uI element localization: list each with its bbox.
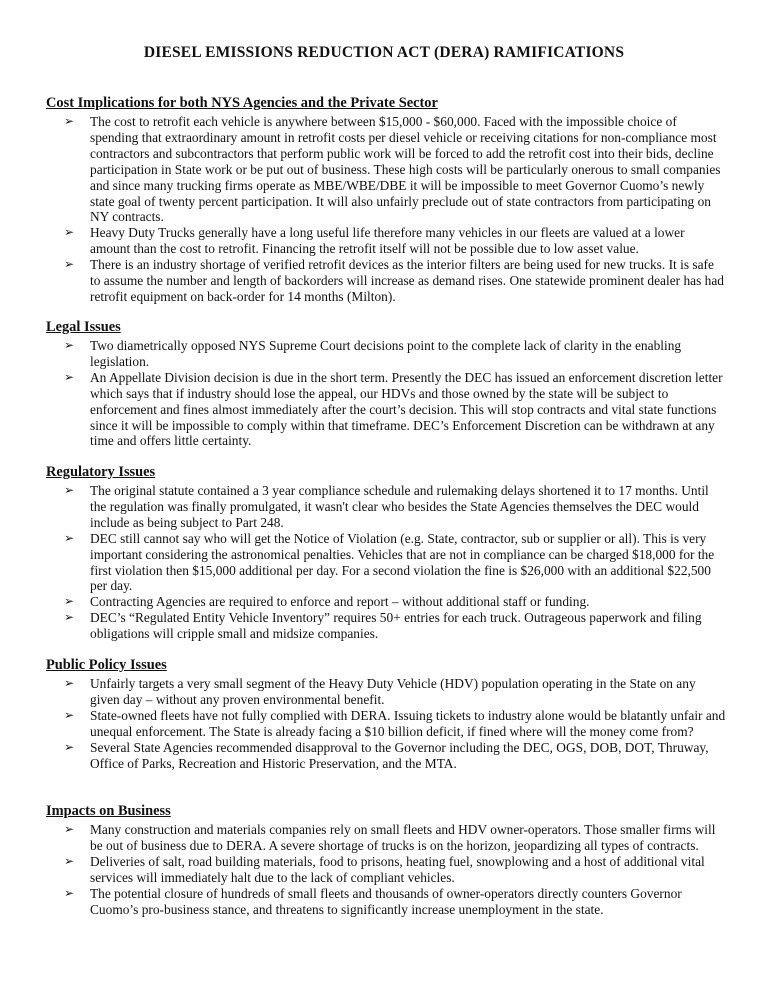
arrow-bullet-icon: ➢ xyxy=(64,257,75,272)
section-impacts-on-business xyxy=(46,803,726,917)
section-heading: Public Policy Issues xyxy=(46,657,167,673)
section-cost-implications xyxy=(46,95,726,305)
list-item xyxy=(46,531,726,595)
bullet-list xyxy=(46,822,726,917)
section-heading: Cost Implications for both NYS Agencies and the Private Sector xyxy=(46,95,438,111)
document-title: DIESEL EMISSIONS REDUCTION ACT (DERA) RAMIFICATIONS xyxy=(143,44,625,61)
arrow-bullet-icon: ➢ xyxy=(64,530,75,545)
arrow-bullet-icon: ➢ xyxy=(64,822,75,836)
arrow-bullet-icon: ➢ xyxy=(64,338,75,352)
list-item-text: The original statute contained a 3 year compliance schedule and rulemaking delays shortened it to 17 months. Until the regulation was finally promulgated, it wasn't clear who besides the State Agencies themselves the DEC would include as being subject to Part 248. xyxy=(90,483,709,530)
bullet-list xyxy=(46,114,726,305)
bullet-list xyxy=(46,676,726,771)
section-public-policy-issues xyxy=(46,657,726,771)
list-item-text: Many construction and materials companies rely on small fleets and HDV owner-operators. Those smaller firms will be out of business due to DERA. A severe shortage of trucks is on the horizon, jeopardizing all types of contracts. xyxy=(90,822,716,853)
list-item-text: Deliveries of salt, road building materials, food to prisons, heating fuel, snowplowing and a host of additional vital services will immediately halt due to the lack of compliant vehicles. xyxy=(90,853,705,885)
list-item xyxy=(46,740,726,772)
list-item-text: The cost to retrofit each vehicle is anywhere between $15,000 - $60,000. Faced with the impossible choice of spending that extraordinary amount in retrofit costs per diesel vehicle or receiving citations for non-compliance most contractors and subcontractors that perform public work will be forced to add the retrofit cost into their bids, decline participation in State work or be put out of business. These high costs will be particularly onerous to small companies and since many trucking firms operate as MBE/WBE/DBE it will be impossible to meet Governor Cuomo’s newly state goal of twenty percent participation. It will also unfairly preclude out of state contractors from participating on NY contracts. xyxy=(90,114,721,225)
list-item-text: Contracting Agencies are required to enforce and report – without additional staff or funding. xyxy=(90,594,590,610)
section-heading: Legal Issues xyxy=(46,319,121,335)
list-item xyxy=(46,114,726,225)
list-item xyxy=(46,370,726,450)
section-heading: Regulatory Issues xyxy=(46,464,156,480)
arrow-bullet-icon: ➢ xyxy=(64,369,75,384)
list-item xyxy=(46,338,726,370)
list-item-text: DEC still cannot say who will get the Notice of Violation (e.g. State, contractor, sub or supplier or all). This is very important considering the astronomical penalties. Vehicles that are not in compliance can be charged $18,000 for the first violation then $15,000 additional per day. For a second violation the fine is $26,000 with an additional $22,500 per day. xyxy=(90,530,715,594)
section-regulatory-issues xyxy=(46,464,726,642)
list-item xyxy=(46,854,726,886)
bullet-list xyxy=(46,483,726,642)
bullet-list xyxy=(46,338,726,449)
list-item-text: Heavy Duty Trucks generally have a long useful life therefore many vehicles in our fleets are valued at a lower amount than the cost to retrofit. Financing the retrofit itself will not be possible due to low asset value. xyxy=(90,225,685,257)
arrow-bullet-icon: ➢ xyxy=(64,114,75,128)
arrow-bullet-icon: ➢ xyxy=(64,483,75,497)
list-item xyxy=(46,822,726,854)
arrow-bullet-icon: ➢ xyxy=(64,707,75,722)
list-item xyxy=(46,610,726,642)
list-item xyxy=(46,594,726,610)
list-item xyxy=(46,483,726,531)
list-item-text: The potential closure of hundreds of small fleets and thousands of owner-operators directly counters Governor Cuomo’s pro-business stance, and threatens to significantly increase unemployment in the state. xyxy=(90,885,682,917)
list-item xyxy=(46,257,726,305)
list-item xyxy=(46,225,726,257)
arrow-bullet-icon: ➢ xyxy=(64,739,75,754)
section-legal-issues xyxy=(46,319,726,449)
arrow-bullet-icon: ➢ xyxy=(64,885,75,900)
arrow-bullet-icon: ➢ xyxy=(64,676,75,690)
arrow-bullet-icon: ➢ xyxy=(64,225,75,240)
list-item-text: Two diametrically opposed NYS Supreme Court decisions point to the complete lack of clarity in the enabling legislation. xyxy=(90,338,682,369)
list-item xyxy=(46,708,726,740)
list-item-text: There is an industry shortage of verified retrofit devices as the interior filters are being used for new trucks. It is safe to assume the number and length of backorders will increase as demand rises. One statewide prominent dealer has had retrofit equipment on back-order for 14 months (Milton). xyxy=(90,257,724,304)
arrow-bullet-icon: ➢ xyxy=(64,594,75,609)
list-item-text: Several State Agencies recommended disapproval to the Governor including the DEC, OGS, DOB, DOT, Thruway, Office of Parks, Recreation and Historic Preservation, and the MTA. xyxy=(90,739,709,771)
list-item-text: Unfairly targets a very small segment of the Heavy Duty Vehicle (HDV) population operating in the State on any given day – without any proven environmental benefit. xyxy=(90,676,696,707)
arrow-bullet-icon: ➢ xyxy=(64,610,75,625)
list-item xyxy=(46,886,726,918)
section-heading: Impacts on Business xyxy=(46,803,171,819)
list-item-text: State-owned fleets have not fully complied with DERA. Issuing tickets to industry alone would be blatantly unfair and unequal enforcement. The State is already facing a $10 billion deficit, if fined where will the money come from? xyxy=(90,707,726,739)
arrow-bullet-icon: ➢ xyxy=(64,853,75,868)
list-item-text: An Appellate Division decision is due in the short term. Presently the DEC has issued an enforcement discretion letter which says that if industry should lose the appeal, our HDVs and those owned by the state will be subject to enforcement and fines almost immediately after the court’s decision. This will stop contracts and vital state functions since it will be impossible to comply within that timeframe. DEC’s Enforcement Discretion can be withdrawn at any time and offers little certainty. xyxy=(90,369,723,449)
list-item xyxy=(46,676,726,708)
list-item-text: DEC’s “Regulated Entity Vehicle Inventory” requires 50+ entries for each truck. Outrageous paperwork and filing obligations will cripple small and midsize companies. xyxy=(90,610,702,642)
